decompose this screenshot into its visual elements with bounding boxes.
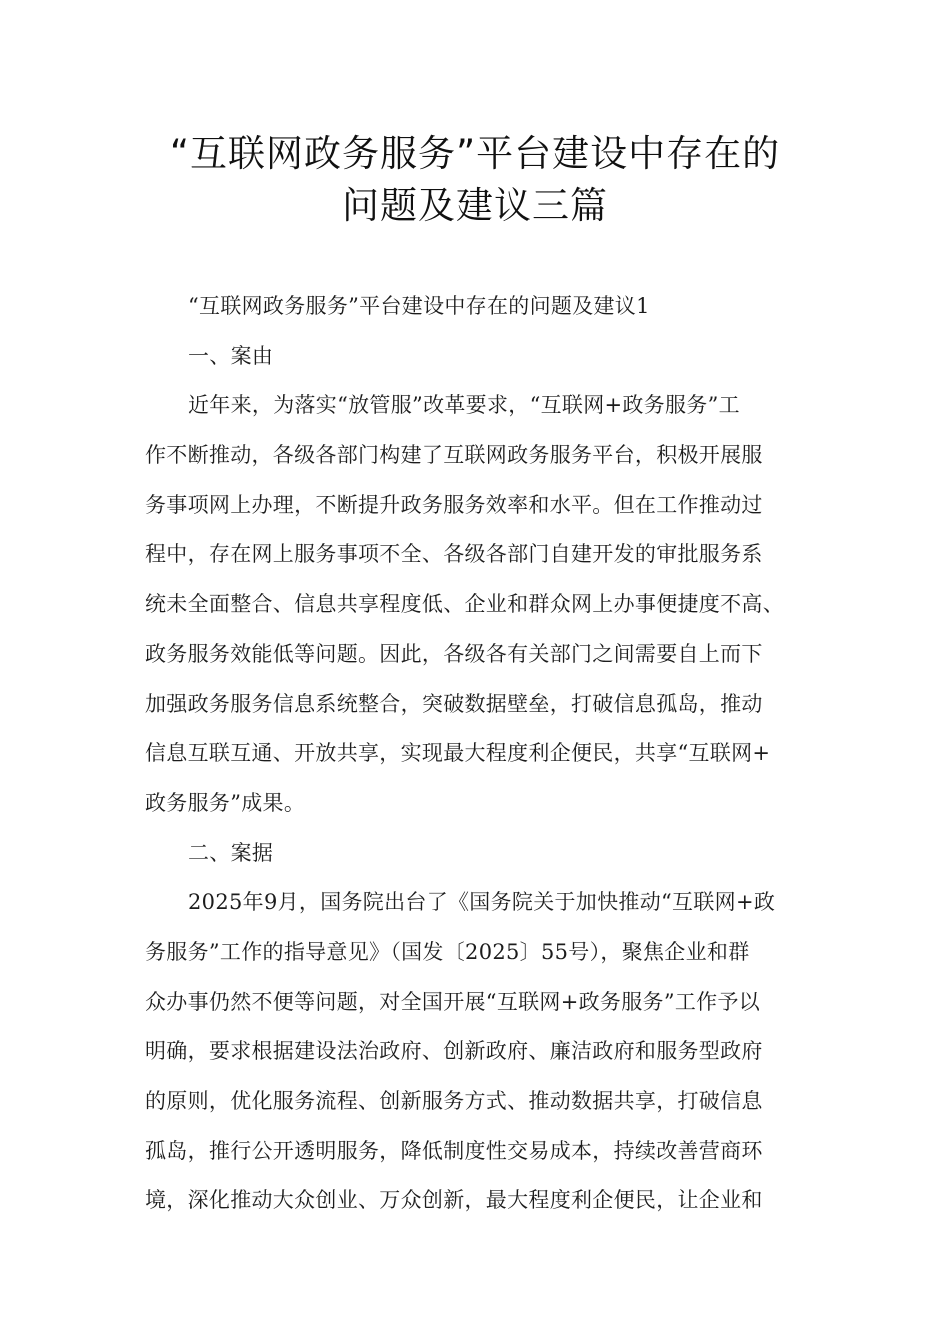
section2-line: 众办事仍然不便等问题，对全国开展“互联网+政务服务”工作予以 [145,989,761,1014]
section1-line: 政务服务效能低等问题。因此，各级各有关部门之间需要自上而下 [145,641,763,666]
section2-line: 2025年9月，国务院出台了《国务院关于加快推动“互联网+政 [188,890,776,915]
title-line-2: 问题及建议三篇 [342,184,608,227]
section1-line: 统未全面整合、信息共享程度低、企业和群众网上办事便捷度不高、 [145,592,784,617]
section1-line: 加强政务服务信息系统整合，突破数据壁垒，打破信息孤岛，推动 [145,691,763,716]
section1-line: 政务服务”成果。 [145,790,306,815]
document-title [100,128,850,232]
section2-line: 孤岛，推行公开透明服务，降低制度性交易成本，持续改善营商环 [145,1138,763,1163]
section1-heading: 一、案由 [188,343,274,368]
title-line-1: “互联网政务服务”平台建设中存在的 [169,132,781,175]
section2-line: 明确，要求根据建设法治政府、创新政府、廉洁政府和服务型政府 [145,1039,763,1064]
section1-line: 程中，存在网上服务事项不全、各级各部门自建开发的审批服务系 [145,542,763,567]
section2-line: 务服务”工作的指导意见》（国发〔2025〕55号），聚焦企业和群 [145,939,750,964]
section1-line: 作不断推动，各级各部门构建了互联网政务服务平台，积极开展服 [145,443,763,468]
subtitle: “互联网政务服务”平台建设中存在的问题及建议1 [188,294,650,318]
section2-line: 境，深化推动大众创业、万众创新，最大程度利企便民，让企业和 [145,1188,763,1213]
section1-line: 信息互联互通、开放共享，实现最大程度利企便民，共享“互联网+ [145,741,771,766]
document-body [145,282,805,1226]
section1-line: 近年来，为落实“放管服”改革要求，“互联网+政务服务”工 [188,393,740,418]
section2-line: 的原则，优化服务流程、创新服务方式、推动数据共享，打破信息 [145,1089,763,1113]
section1-line: 务事项网上办理，不断提升政务服务效率和水平。但在工作推动过 [145,492,763,517]
section2-heading: 二、案据 [188,840,274,865]
